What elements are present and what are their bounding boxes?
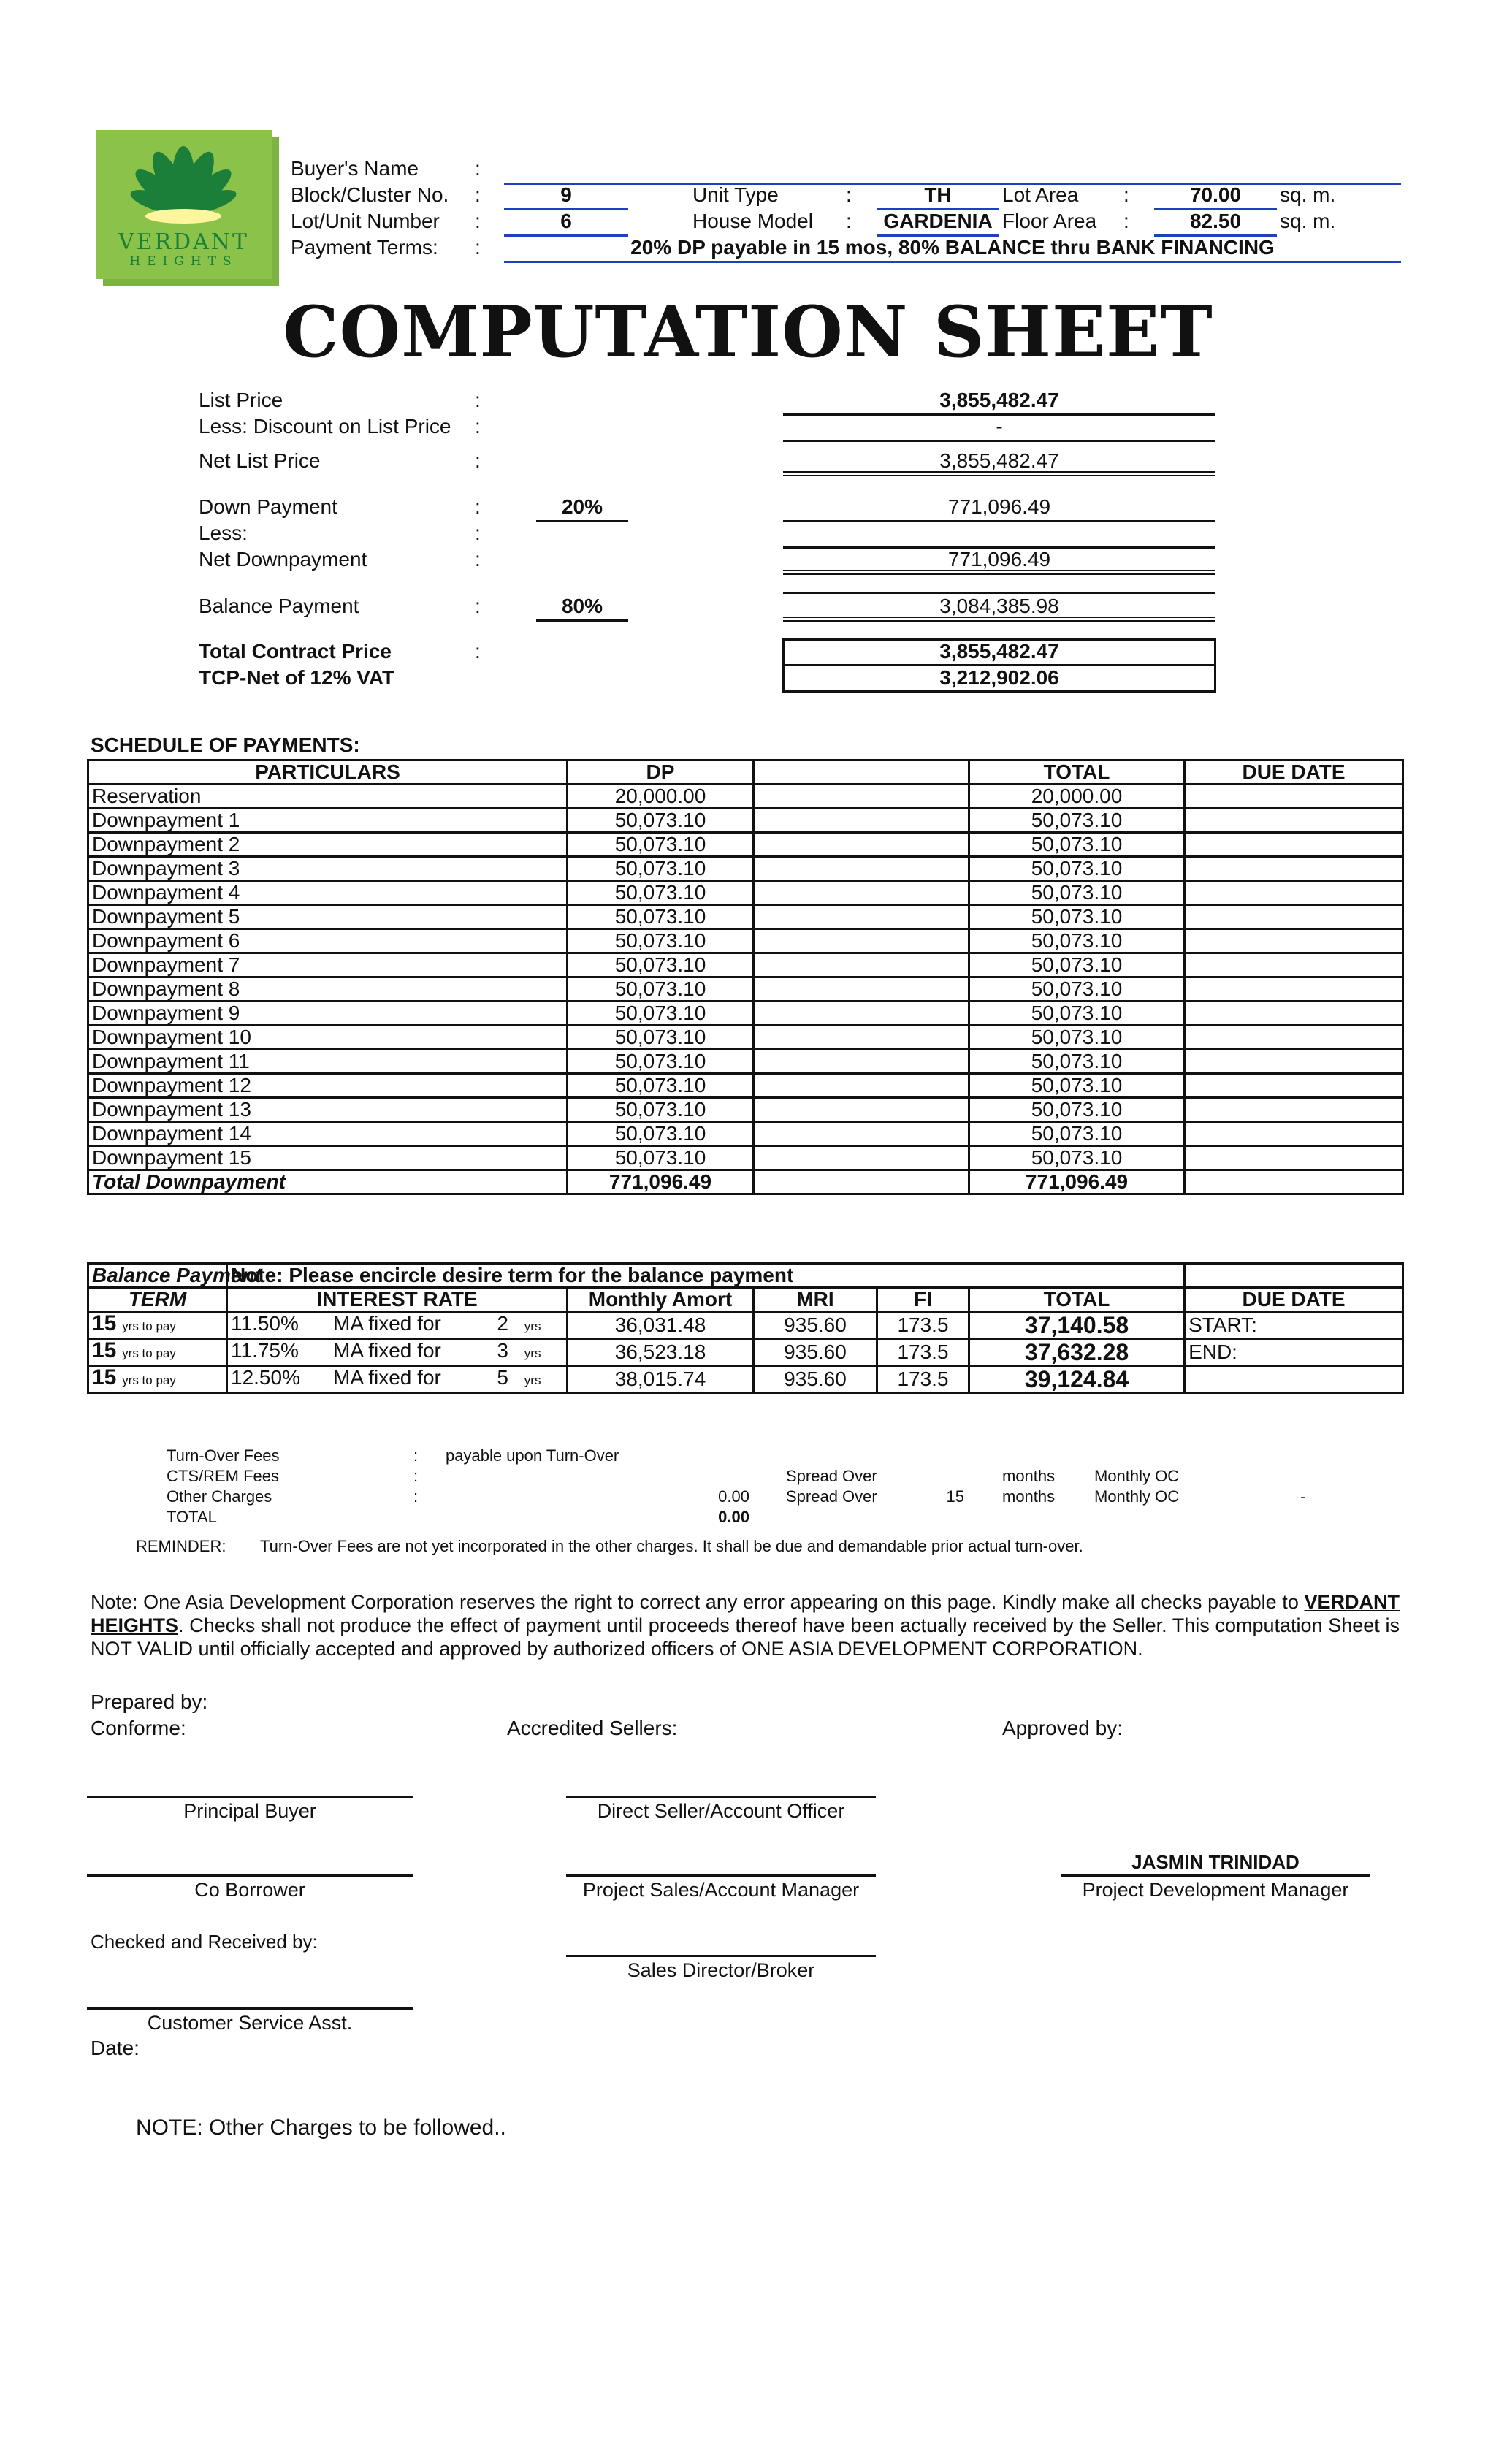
colon: : (1123, 183, 1129, 206)
total-cell: 50,073.10 (969, 953, 1185, 977)
header-particulars: PARTICULARS (88, 760, 568, 785)
amort-cell: 38,015.74 (568, 1366, 754, 1393)
colon: : (475, 389, 481, 411)
balance-row[interactable] (88, 1312, 1403, 1339)
balance-row[interactable] (88, 1339, 1403, 1366)
due-date-cell (1185, 1098, 1403, 1122)
rate-cell (227, 1366, 568, 1393)
header-total: TOTAL (969, 760, 1185, 785)
page-title: COMPUTATION SHEET (283, 291, 1213, 373)
blank-cell (754, 1026, 969, 1050)
particulars-cell: Downpayment 4 (88, 881, 568, 905)
blank-cell (754, 1170, 969, 1194)
blank-cell (754, 1074, 969, 1098)
particulars-cell: Downpayment 9 (88, 1002, 568, 1026)
schedule-row (88, 1146, 1403, 1170)
accredited-label: Accredited Sellers: (507, 1717, 678, 1739)
total-cell: 50,073.10 (969, 857, 1185, 881)
colon: : (475, 415, 481, 438)
blank-cell (754, 1002, 969, 1026)
due-date-cell (1185, 1002, 1403, 1026)
due-date-cell (1185, 1366, 1403, 1393)
sqm-unit: sq. m. (1280, 210, 1336, 232)
spread-months: 15 (946, 1487, 964, 1506)
dp-cell: 50,073.10 (568, 1122, 754, 1146)
particulars-cell: Downpayment 1 (88, 809, 568, 833)
total-cell: 37,140.58 (969, 1312, 1185, 1339)
tcp-vat-value: 3,212,902.06 (939, 666, 1059, 689)
due-date-cell (1185, 857, 1403, 881)
colon: : (475, 548, 481, 571)
net-list-label: Net List Price (199, 449, 321, 472)
blank-cell (754, 1098, 969, 1122)
rule (783, 592, 1216, 594)
lot-area-label: Lot Area (1002, 183, 1079, 206)
balance-table (87, 1262, 1404, 1394)
months: months (1002, 1487, 1056, 1506)
blank-cell (754, 1122, 969, 1146)
rule (783, 520, 1216, 522)
net-down-label: Net Downpayment (199, 548, 367, 571)
schedule-row (88, 833, 1403, 857)
rate-cell (227, 1312, 568, 1339)
dp-cell: 50,073.10 (568, 857, 754, 881)
header-due-date: DUE DATE (1185, 760, 1403, 785)
list-price-value: 3,855,482.47 (939, 389, 1059, 411)
terms-value: 20% DP payable in 15 mos, 80% BALANCE thru BANK FINANCING (630, 236, 1275, 259)
project-sales-line (566, 1874, 876, 1877)
balance-header-row (88, 1288, 1403, 1312)
term-years: 15 (92, 1338, 117, 1362)
total-cell: 50,073.10 (969, 905, 1185, 929)
header-monthly-amort: Monthly Amort (568, 1288, 754, 1312)
rate: 11.50% (231, 1312, 299, 1335)
term-years: 15 (92, 1365, 117, 1389)
mri-cell: 935.60 (754, 1339, 877, 1366)
balance-title-row (88, 1264, 1403, 1288)
due-date-cell: START: (1185, 1312, 1403, 1339)
particulars-cell: Downpayment 12 (88, 1074, 568, 1098)
reminder-label: REMINDER: (136, 1537, 226, 1555)
house-model-value: GARDENIA (883, 210, 993, 232)
fi-cell: 173.5 (877, 1312, 969, 1339)
schedule-header-row (88, 760, 1403, 785)
colon: : (475, 183, 481, 206)
direct-seller-line (566, 1796, 876, 1798)
mri-cell: 935.60 (754, 1312, 877, 1339)
schedule-total-row (88, 1170, 1403, 1194)
term-cell[interactable] (88, 1339, 227, 1366)
header-due-date: DUE DATE (1185, 1288, 1403, 1312)
schedule-row (88, 1026, 1403, 1050)
header-blank (754, 760, 969, 785)
fi-cell: 173.5 (877, 1339, 969, 1366)
lot-label: Lot/Unit Number (291, 210, 440, 232)
dp-cell: 50,073.10 (568, 953, 754, 977)
spread-over: Spread Over (786, 1487, 877, 1506)
sales-director-line (566, 1955, 876, 1957)
tcp-value: 3,855,482.47 (939, 640, 1059, 663)
particulars-cell: Downpayment 2 (88, 833, 568, 857)
particulars-cell: Downpayment 10 (88, 1026, 568, 1050)
co-borrower-line (87, 1874, 413, 1877)
dp-cell: 50,073.10 (568, 1050, 754, 1074)
blank-cell (754, 1146, 969, 1170)
schedule-row (88, 785, 1403, 809)
down-value: 771,096.49 (947, 495, 1051, 518)
approved-by-label: Approved by: (1002, 1717, 1123, 1739)
tcp-label: Total Contract Price (199, 640, 392, 663)
spread-over: Spread Over (786, 1467, 877, 1485)
due-date-cell (1185, 953, 1403, 977)
total-dp: 771,096.49 (568, 1170, 754, 1194)
colon: : (475, 449, 481, 472)
schedule-row (88, 1074, 1403, 1098)
dp-cell: 50,073.10 (568, 905, 754, 929)
particulars-cell: Downpayment 14 (88, 1122, 568, 1146)
principal-buyer-line (87, 1796, 413, 1798)
blank-cell (754, 785, 969, 809)
sales-director-caption: Sales Director/Broker (627, 1959, 815, 1981)
rule (536, 619, 628, 622)
customer-service-caption: Customer Service Asst. (147, 2012, 353, 2034)
amort-cell: 36,523.18 (568, 1339, 754, 1366)
disclaimer-note (91, 1590, 1400, 1660)
colon: : (475, 210, 481, 232)
schedule-row (88, 953, 1403, 977)
blank-cell (754, 881, 969, 905)
lot-area-value: 70.00 (1189, 183, 1242, 206)
list-price-label: List Price (199, 389, 283, 411)
due-date-cell (1185, 881, 1403, 905)
total-cell: 50,073.10 (969, 1146, 1185, 1170)
amort-cell: 36,031.48 (568, 1312, 754, 1339)
dp-cell: 50,073.10 (568, 1098, 754, 1122)
fi-cell: 173.5 (877, 1366, 969, 1393)
term-years: 15 (92, 1311, 117, 1335)
dp-cell: 50,073.10 (568, 833, 754, 857)
terms-line (504, 261, 1401, 263)
schedule-table (87, 759, 1404, 1195)
unit-type-value: TH (924, 183, 952, 206)
oc-dash: - (1300, 1487, 1306, 1506)
schedule-title: SCHEDULE OF PAYMENTS: (91, 733, 360, 756)
fixed-years: 5 (497, 1366, 508, 1389)
total-cell: 50,073.10 (969, 1074, 1185, 1098)
cts-label: CTS/REM Fees (167, 1467, 280, 1485)
colon: : (1123, 210, 1129, 232)
due-date-cell: END: (1185, 1339, 1403, 1366)
total-cell: 50,073.10 (969, 1026, 1185, 1050)
colon: : (846, 183, 852, 206)
term-cell[interactable] (88, 1366, 227, 1393)
brand-name: VERDANT (118, 229, 250, 255)
dp-cell: 50,073.10 (568, 977, 754, 1002)
net-list-value: 3,855,482.47 (939, 449, 1059, 472)
total-cell: 37,632.28 (969, 1339, 1185, 1366)
particulars-cell: Downpayment 7 (88, 953, 568, 977)
direct-seller-caption: Direct Seller/Account Officer (597, 1800, 845, 1822)
rule (783, 440, 1216, 442)
rate: 11.75% (231, 1339, 299, 1362)
note-after: . Checks shall not produce the effect of payment until proceeds thereof have been actually received by the Seller. This computation Sheet is NOT VALID until officially accepted and approved by authorized officers of ONE ASIA DEVELOPMENT CORPORATION. (91, 1614, 1400, 1660)
down-pct: 20% (561, 495, 603, 518)
schedule-row (88, 1122, 1403, 1146)
project-sales-caption: Project Sales/Account Manager (582, 1879, 860, 1901)
total-cell: 39,124.84 (969, 1366, 1185, 1393)
principal-buyer-caption: Principal Buyer (183, 1800, 316, 1822)
colon: : (475, 495, 481, 518)
tcp-vat-label: TCP-Net of 12% VAT (199, 666, 395, 689)
schedule-row (88, 1050, 1403, 1074)
co-borrower-caption: Co Borrower (194, 1879, 305, 1901)
block-label: Block/Cluster No. (291, 183, 449, 206)
particulars-cell: Reservation (88, 785, 568, 809)
balance-value: 3,084,385.98 (939, 595, 1059, 617)
blank-cell (754, 905, 969, 929)
header-fi: FI (877, 1288, 969, 1312)
schedule-row (88, 881, 1403, 905)
brand-logo (96, 130, 272, 279)
date-label: Date: (91, 2037, 140, 2059)
ma-fixed-label: MA fixed for (333, 1366, 441, 1389)
lot-value: 6 (560, 210, 572, 232)
mri-cell: 935.60 (754, 1366, 877, 1393)
colon: : (846, 210, 852, 232)
sqm-unit: sq. m. (1280, 183, 1336, 206)
double-rule (783, 617, 1216, 622)
monthly-oc: Monthly OC (1094, 1467, 1180, 1485)
total-total: 771,096.49 (969, 1170, 1185, 1194)
balance-note: Note: Please encircle desire term for the balance payment (227, 1264, 1185, 1288)
colon: : (413, 1446, 419, 1465)
balance-title-blank (1185, 1264, 1403, 1288)
floor-area-value: 82.50 (1189, 210, 1242, 232)
term-unit: yrs to pay (122, 1319, 176, 1333)
particulars-cell: Downpayment 5 (88, 905, 568, 929)
total-cell: 50,073.10 (969, 1098, 1185, 1122)
due-date-cell (1185, 1050, 1403, 1074)
blank-cell (754, 833, 969, 857)
turnover-value: payable upon Turn-Over (446, 1446, 619, 1465)
net-down-value: 771,096.49 (947, 548, 1051, 571)
colon: : (475, 236, 481, 259)
ma-fixed-label: MA fixed for (333, 1312, 441, 1335)
schedule-row (88, 977, 1403, 1002)
approver-title: Project Development Manager (1082, 1879, 1349, 1901)
balance-pct: 80% (561, 595, 603, 617)
blank-cell (754, 929, 969, 953)
due-date-cell (1185, 905, 1403, 929)
other-value: 0.00 (718, 1487, 749, 1506)
due-date-cell (1185, 1074, 1403, 1098)
particulars-cell: Downpayment 8 (88, 977, 568, 1002)
prepared-by-label: Prepared by: (91, 1690, 208, 1713)
blank-cell (754, 809, 969, 833)
total-cell: 50,073.10 (969, 809, 1185, 833)
particulars-cell: Downpayment 6 (88, 929, 568, 953)
turnover-label: Turn-Over Fees (167, 1446, 280, 1465)
block-value: 9 (560, 183, 572, 206)
due-date-cell (1185, 809, 1403, 833)
colon: : (475, 157, 481, 180)
total-label: Total Downpayment (88, 1170, 568, 1194)
blank-cell (754, 1050, 969, 1074)
header-mri: MRI (754, 1288, 877, 1312)
total-cell: 50,073.10 (969, 1050, 1185, 1074)
checked-label: Checked and Received by: (91, 1931, 318, 1953)
approver-line (1061, 1874, 1370, 1877)
yrs-unit: yrs (524, 1319, 541, 1333)
due-date-cell (1185, 833, 1403, 857)
dp-cell: 50,073.10 (568, 1002, 754, 1026)
total-cell: 50,073.10 (969, 833, 1185, 857)
schedule-row (88, 857, 1403, 881)
balance-title: Balance Payment (88, 1264, 227, 1288)
schedule-row (88, 809, 1403, 833)
colon: : (413, 1467, 419, 1485)
due-date-cell (1185, 785, 1403, 809)
dp-cell: 50,073.10 (568, 1146, 754, 1170)
due-date-cell (1185, 1122, 1403, 1146)
fixed-years: 2 (497, 1312, 508, 1335)
blank-cell (754, 977, 969, 1002)
particulars-cell: Downpayment 15 (88, 1146, 568, 1170)
schedule-row (88, 929, 1403, 953)
footer-note: NOTE: Other Charges to be followed.. (136, 2116, 506, 2140)
dp-cell: 50,073.10 (568, 809, 754, 833)
yrs-unit: yrs (524, 1346, 541, 1360)
due-date-cell (1185, 1026, 1403, 1050)
colon: : (413, 1487, 419, 1506)
schedule-row (88, 1098, 1403, 1122)
buyers-name-label: Buyer's Name (291, 157, 419, 180)
note-payee: VERDANT HEIGHTS (91, 1591, 1400, 1636)
colon: : (475, 522, 481, 544)
double-rule (783, 471, 1216, 476)
brand-sub: HEIGHTS (129, 254, 238, 269)
dp-cell: 50,073.10 (568, 929, 754, 953)
rule (536, 520, 628, 522)
due-date-cell (1185, 977, 1403, 1002)
dp-cell: 20,000.00 (568, 785, 754, 809)
reminder-text: Turn-Over Fees are not yet incorporated in the other charges. It shall be due and demandable prior actual turn-over. (260, 1537, 1083, 1555)
dp-cell: 50,073.10 (568, 1074, 754, 1098)
schedule-row (88, 1002, 1403, 1026)
rate: 12.50% (231, 1366, 300, 1389)
colon: : (475, 595, 481, 617)
discount-value: - (996, 415, 1003, 438)
colon: : (475, 640, 481, 663)
conforme-label: Conforme: (91, 1717, 186, 1739)
blank-cell (754, 953, 969, 977)
unit-type-label: Unit Type (692, 183, 779, 206)
term-unit: yrs to pay (122, 1346, 176, 1360)
total-cell: 50,073.10 (969, 881, 1185, 905)
due-date-cell (1185, 1146, 1403, 1170)
less-label: Less: (199, 522, 248, 544)
blank-cell (754, 857, 969, 881)
terms-label: Payment Terms: (291, 236, 438, 259)
ma-fixed-label: MA fixed for (333, 1339, 441, 1362)
approver-name: JASMIN TRINIDAD (1131, 1851, 1300, 1873)
discount-label: Less: Discount on List Price (199, 415, 451, 438)
particulars-cell: Downpayment 13 (88, 1098, 568, 1122)
total-cell: 20,000.00 (969, 785, 1185, 809)
total-cell: 50,073.10 (969, 929, 1185, 953)
dp-cell: 50,073.10 (568, 1026, 754, 1050)
schedule-row (88, 905, 1403, 929)
down-label: Down Payment (199, 495, 337, 518)
dp-cell: 50,073.10 (568, 881, 754, 905)
total-cell: 50,073.10 (969, 1002, 1185, 1026)
note-before: Note: One Asia Development Corporation reserves the right to correct any error appearing on this page. Kindly make all checks payable to (91, 1591, 1305, 1613)
due-date-cell (1185, 929, 1403, 953)
house-model-label: House Model (692, 210, 813, 232)
months: months (1002, 1467, 1056, 1485)
total-cell: 50,073.10 (969, 1122, 1185, 1146)
particulars-cell: Downpayment 3 (88, 857, 568, 881)
rate-cell (227, 1339, 568, 1366)
other-label: Other Charges (167, 1487, 272, 1506)
total-cell: 50,073.10 (969, 977, 1185, 1002)
header-term: TERM (88, 1288, 227, 1312)
term-cell[interactable] (88, 1312, 227, 1339)
header-interest-rate: INTEREST RATE (227, 1288, 568, 1312)
floor-area-label: Floor Area (1002, 210, 1097, 232)
monthly-oc: Monthly OC (1094, 1487, 1180, 1506)
due-date-cell (1185, 1170, 1403, 1194)
fixed-years: 3 (497, 1339, 508, 1362)
header-dp: DP (568, 760, 754, 785)
term-unit: yrs to pay (122, 1373, 176, 1387)
customer-service-line (87, 2007, 413, 2010)
particulars-cell: Downpayment 11 (88, 1050, 568, 1074)
double-rule (783, 570, 1216, 575)
fees-total-label: TOTAL (167, 1508, 217, 1526)
fees-total-value: 0.00 (718, 1508, 749, 1526)
header-total: TOTAL (969, 1288, 1185, 1312)
yrs-unit: yrs (524, 1373, 541, 1387)
balance-row[interactable] (88, 1366, 1403, 1393)
balance-label: Balance Payment (199, 595, 359, 617)
